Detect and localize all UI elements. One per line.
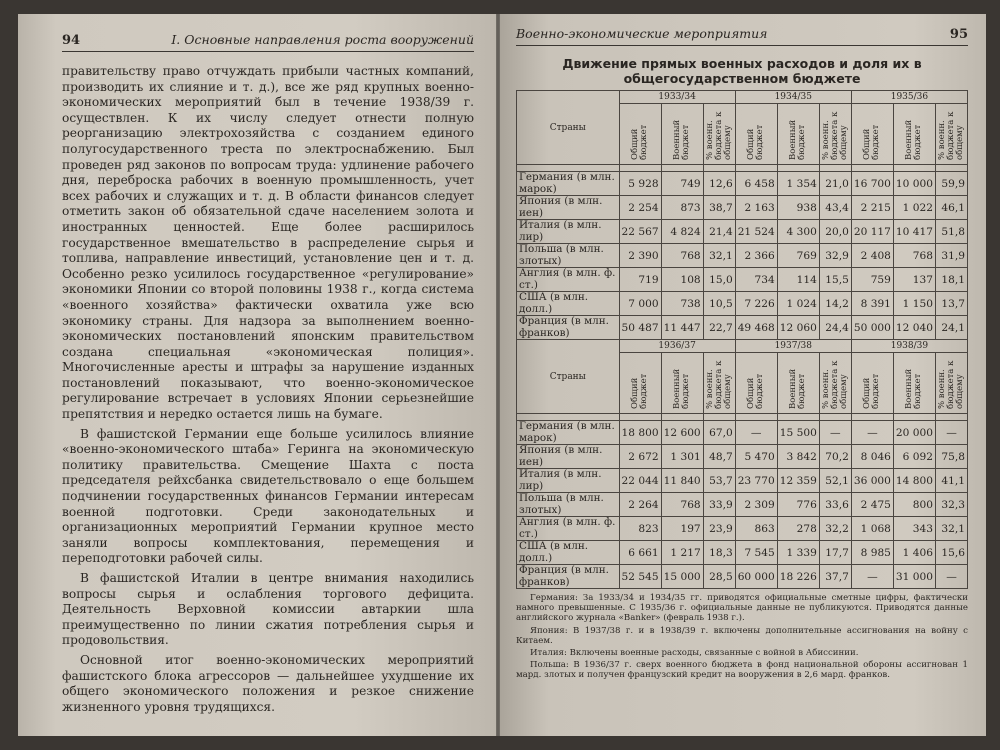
value-cell: — — [735, 421, 777, 445]
value-cell: 800 — [893, 493, 935, 517]
column-header-label: % военн. бюджета к общему — [820, 111, 849, 160]
value-cell: 197 — [661, 517, 703, 541]
value-cell: 31 000 — [893, 565, 935, 589]
value-cell: — — [851, 421, 893, 445]
value-cell: 2 309 — [735, 493, 777, 517]
table-row — [517, 565, 968, 589]
column-header-label: % военн. бюджета к общему — [937, 360, 965, 409]
value-cell: 12 600 — [661, 421, 703, 445]
value-cell: 14 800 — [893, 469, 935, 493]
value-cell: 2 163 — [735, 196, 777, 220]
value-cell: 2 390 — [619, 244, 661, 268]
value-cell: 32,1 — [703, 244, 735, 268]
column-header-label: Общий бюджет — [630, 124, 650, 160]
value-cell: 20 000 — [893, 421, 935, 445]
value-cell: 10,5 — [703, 292, 735, 316]
table-row — [517, 316, 968, 340]
value-cell: 10 417 — [893, 220, 935, 244]
value-cell: 11 447 — [661, 316, 703, 340]
value-cell: 1 406 — [893, 541, 935, 565]
value-cell: 11 840 — [661, 469, 703, 493]
country-cell: Япония (в млн. иен) — [517, 445, 620, 469]
column-header-label: Общий бюджет — [746, 124, 766, 160]
country-header: Страны — [517, 91, 620, 165]
column-header — [619, 353, 661, 414]
value-cell: 137 — [893, 268, 935, 292]
column-header-label: Военный бюджет — [672, 368, 692, 409]
value-cell: 1 339 — [777, 541, 819, 565]
value-cell: 7 545 — [735, 541, 777, 565]
value-cell: 2 366 — [735, 244, 777, 268]
value-cell: 21 524 — [735, 220, 777, 244]
value-cell: 67,0 — [703, 421, 735, 445]
country-cell: Франция (в млн. франков) — [517, 316, 620, 340]
value-cell: 32,9 — [819, 244, 851, 268]
table-row — [517, 268, 968, 292]
note-italy: Италия: Включены военные расходы, связанные с войной в Абиссинии. — [530, 648, 859, 659]
column-header — [893, 104, 935, 165]
value-cell: 18,3 — [703, 541, 735, 565]
value-cell: — — [851, 565, 893, 589]
value-cell: 6 458 — [735, 172, 777, 196]
value-cell: 23 770 — [735, 469, 777, 493]
note-germany: Германия: За 1933/34 и 1934/35 гг. приводятся официальные сметные цифры, фактически намного превышенные. С 1935/36 г. официальные данные не публикуются. Приводятся данные английского журнала «Banker» (февраль 1938 г.). — [516, 593, 968, 624]
table-row — [517, 517, 968, 541]
value-cell: 49 468 — [735, 316, 777, 340]
value-cell: 719 — [619, 268, 661, 292]
value-cell: 32,1 — [936, 517, 968, 541]
column-header-label: Общий бюджет — [862, 373, 882, 409]
value-cell: 938 — [777, 196, 819, 220]
right-page — [500, 14, 986, 736]
column-header — [703, 353, 735, 414]
value-cell: 2 264 — [619, 493, 661, 517]
value-cell: 1 354 — [777, 172, 819, 196]
column-header — [777, 104, 819, 165]
column-header — [893, 353, 935, 414]
table-notes — [516, 593, 968, 681]
left-running-head-title: I. Основные направления роста вооружений — [171, 32, 474, 47]
value-cell: 8 985 — [851, 541, 893, 565]
value-cell: 5 928 — [619, 172, 661, 196]
value-cell: 18,1 — [936, 268, 968, 292]
value-cell: 1 022 — [893, 196, 935, 220]
spacer-cell — [619, 165, 661, 172]
value-cell: 59,9 — [936, 172, 968, 196]
value-cell: 8 391 — [851, 292, 893, 316]
year-header: 1935/36 — [851, 91, 967, 104]
value-cell: 768 — [661, 244, 703, 268]
value-cell: — — [936, 565, 968, 589]
table-row — [517, 469, 968, 493]
column-header — [661, 104, 703, 165]
spacer-cell — [893, 414, 935, 421]
country-cell: Англия (в млн. ф. ст.) — [517, 268, 620, 292]
year-header-row — [517, 91, 968, 104]
column-header — [936, 104, 968, 165]
left-running-head — [62, 32, 474, 52]
value-cell: 46,1 — [936, 196, 968, 220]
value-cell: 7 000 — [619, 292, 661, 316]
column-header-label: % военн. бюджета к общему — [704, 111, 733, 160]
spacer-cell — [777, 414, 819, 421]
column-header — [851, 353, 893, 414]
column-header — [777, 353, 819, 414]
value-cell: 43,4 — [819, 196, 851, 220]
value-cell: 2 475 — [851, 493, 893, 517]
value-cell: 12 060 — [777, 316, 819, 340]
value-cell: 22 567 — [619, 220, 661, 244]
spacer-cell — [819, 414, 851, 421]
value-cell: 1 150 — [893, 292, 935, 316]
table-row — [517, 421, 968, 445]
value-cell: 28,5 — [703, 565, 735, 589]
table-title: Движение прямых военных расходов и доля их в общегосударственном бюджете — [562, 56, 922, 86]
column-header — [819, 353, 851, 414]
value-cell: 51,8 — [936, 220, 968, 244]
paragraph: В фашистской Италии в центре внимания находились вопросы сырья и ослабления торгового дефицита. Деятельность Верховной комиссии автаркии шла преимущественно по линии сжатия потребления сырья и продовольствия. — [62, 571, 474, 648]
value-cell: 75,8 — [936, 445, 968, 469]
year-header: 1934/35 — [735, 91, 851, 104]
spacer-cell — [851, 414, 893, 421]
column-header-label: % военн. бюджета к общему — [820, 360, 849, 409]
value-cell: 738 — [661, 292, 703, 316]
spacer-cell — [735, 165, 777, 172]
column-header-label: Общий бюджет — [746, 373, 766, 409]
paragraph: Основной итог военно-экономических мероприятий фашистского блока агрессоров — дальнейшее ухудшение их общего экономического положения и резкое снижение жизненного уровня трудящихся. — [62, 652, 474, 714]
value-cell: — — [936, 421, 968, 445]
value-cell: 1 301 — [661, 445, 703, 469]
note-japan: Япония: В 1937/38 г. и в 1938/39 г. включены дополнительные ассигнования на войну с Китаем. — [516, 625, 968, 646]
value-cell: 24,1 — [936, 316, 968, 340]
value-cell: 5 470 — [735, 445, 777, 469]
spacer-cell — [661, 165, 703, 172]
value-cell: 114 — [777, 268, 819, 292]
value-cell: 52 545 — [619, 565, 661, 589]
column-header-label: % военн. бюджета к общему — [937, 111, 965, 160]
table-row — [517, 220, 968, 244]
country-cell: Польша (в млн. злотых) — [517, 244, 620, 268]
value-cell: 108 — [661, 268, 703, 292]
column-header — [703, 104, 735, 165]
value-cell: — — [819, 421, 851, 445]
value-cell: 2 215 — [851, 196, 893, 220]
column-header-label: Военный бюджет — [672, 119, 692, 160]
table-row — [517, 292, 968, 316]
table-row — [517, 493, 968, 517]
table-row — [517, 445, 968, 469]
value-cell: 14,2 — [819, 292, 851, 316]
value-cell: 32,2 — [819, 517, 851, 541]
value-cell: 21,0 — [819, 172, 851, 196]
spacer-cell — [619, 414, 661, 421]
value-cell: 12 359 — [777, 469, 819, 493]
value-cell: 759 — [851, 268, 893, 292]
value-cell: 33,9 — [703, 493, 735, 517]
spacer-cell — [851, 165, 893, 172]
value-cell: 6 661 — [619, 541, 661, 565]
value-cell: 15 000 — [661, 565, 703, 589]
spacer-cell — [735, 414, 777, 421]
value-cell: 22,7 — [703, 316, 735, 340]
spacer-cell — [777, 165, 819, 172]
value-cell: 1 217 — [661, 541, 703, 565]
value-cell: 32,3 — [936, 493, 968, 517]
value-cell: 12,6 — [703, 172, 735, 196]
spacer-cell — [936, 165, 968, 172]
value-cell: 23,9 — [703, 517, 735, 541]
country-cell: Франция (в млн. франков) — [517, 565, 620, 589]
value-cell: 13,7 — [936, 292, 968, 316]
value-cell: 776 — [777, 493, 819, 517]
value-cell: 2 254 — [619, 196, 661, 220]
value-cell: 53,7 — [703, 469, 735, 493]
value-cell: 278 — [777, 517, 819, 541]
spacer-cell — [819, 165, 851, 172]
value-cell: 48,7 — [703, 445, 735, 469]
table-row — [517, 196, 968, 220]
column-header — [735, 104, 777, 165]
column-header-label: Военный бюджет — [904, 119, 924, 160]
column-header — [851, 104, 893, 165]
year-header: 1938/39 — [851, 340, 967, 353]
country-cell: Германия (в млн. марок) — [517, 172, 620, 196]
value-cell: 3 842 — [777, 445, 819, 469]
value-cell: 21,4 — [703, 220, 735, 244]
column-header — [735, 353, 777, 414]
value-cell: 41,1 — [936, 469, 968, 493]
left-page-number: 94 — [62, 33, 81, 48]
spacer-cell — [661, 414, 703, 421]
paragraph: В фашистской Германии еще больше усилилось влияние «военно-экономического штаба» Геринга на экономическую политику правительства. Смещение Шахта с поста председателя рейхсбанка свидетельствовало о еще большем подчинении государственных финансов Германии интересам военной подготовки. Среди законодательных и организационных мероприятий Германии крупное место заняли вопросы комплектования, перемещения и переподготовки рабочей силы. — [62, 426, 474, 566]
value-cell: 768 — [893, 244, 935, 268]
year-header: 1937/38 — [735, 340, 851, 353]
value-cell: 18 800 — [619, 421, 661, 445]
value-cell: 6 092 — [893, 445, 935, 469]
column-header-label: Общий бюджет — [630, 373, 650, 409]
value-cell: 2 408 — [851, 244, 893, 268]
value-cell: 15,6 — [936, 541, 968, 565]
value-cell: 863 — [735, 517, 777, 541]
value-cell: 20,0 — [819, 220, 851, 244]
year-header: 1933/34 — [619, 91, 735, 104]
column-header-label: Военный бюджет — [904, 368, 924, 409]
column-header — [819, 104, 851, 165]
country-header: Страны — [517, 340, 620, 414]
column-header-label: % военн. бюджета к общему — [704, 360, 733, 409]
value-cell: 7 226 — [735, 292, 777, 316]
value-cell: 10 000 — [893, 172, 935, 196]
value-cell: 8 046 — [851, 445, 893, 469]
value-cell: 15,0 — [703, 268, 735, 292]
value-cell: 50 000 — [851, 316, 893, 340]
country-cell: Италия (в млн. лир) — [517, 220, 620, 244]
year-header: 1936/37 — [619, 340, 735, 353]
value-cell: 2 672 — [619, 445, 661, 469]
value-cell: 37,7 — [819, 565, 851, 589]
column-header — [619, 104, 661, 165]
column-header-label: Общий бюджет — [862, 124, 882, 160]
value-cell: 4 300 — [777, 220, 819, 244]
column-header — [661, 353, 703, 414]
value-cell: 70,2 — [819, 445, 851, 469]
country-cell: США (в млн. долл.) — [517, 541, 620, 565]
spacer-cell — [936, 414, 968, 421]
value-cell: 343 — [893, 517, 935, 541]
value-cell: 17,7 — [819, 541, 851, 565]
value-cell: 60 000 — [735, 565, 777, 589]
value-cell: 36 000 — [851, 469, 893, 493]
column-header — [936, 353, 968, 414]
left-body-text — [62, 64, 474, 715]
value-cell: 52,1 — [819, 469, 851, 493]
column-header-label: Военный бюджет — [788, 119, 808, 160]
value-cell: 749 — [661, 172, 703, 196]
value-cell: 873 — [661, 196, 703, 220]
left-page — [18, 14, 496, 736]
value-cell: 823 — [619, 517, 661, 541]
country-cell: Япония (в млн. иен) — [517, 196, 620, 220]
value-cell: 4 824 — [661, 220, 703, 244]
note-poland: Польша: В 1936/37 г. сверх военного бюджета в фонд национальной обороны ассигнован 1 мард. злотых и получен французский кредит на вооружения в 2,6 мард. франков. — [516, 660, 968, 681]
column-header-label: Военный бюджет — [788, 368, 808, 409]
value-cell: 50 487 — [619, 316, 661, 340]
spacer-cell — [703, 414, 735, 421]
value-cell: 734 — [735, 268, 777, 292]
value-cell: 38,7 — [703, 196, 735, 220]
value-cell: 769 — [777, 244, 819, 268]
spacer-cell — [703, 165, 735, 172]
table-row — [517, 541, 968, 565]
value-cell: 16 700 — [851, 172, 893, 196]
right-page-number: 95 — [949, 27, 968, 42]
country-cell: США (в млн. долл.) — [517, 292, 620, 316]
country-cell: Германия (в млн. марок) — [517, 421, 620, 445]
value-cell: 12 040 — [893, 316, 935, 340]
value-cell: 1 024 — [777, 292, 819, 316]
value-cell: 24,4 — [819, 316, 851, 340]
year-header-row — [517, 340, 968, 353]
value-cell: 768 — [661, 493, 703, 517]
value-cell: 33,6 — [819, 493, 851, 517]
table-row — [517, 244, 968, 268]
right-running-head-title: Военно-экономические мероприятия — [516, 26, 768, 41]
value-cell: 15 500 — [777, 421, 819, 445]
value-cell: 1 068 — [851, 517, 893, 541]
military-budget-table — [516, 90, 968, 589]
value-cell: 31,9 — [936, 244, 968, 268]
value-cell: 22 044 — [619, 469, 661, 493]
country-cell: Англия (в млн. ф. ст.) — [517, 517, 620, 541]
value-cell: 18 226 — [777, 565, 819, 589]
spacer-cell — [893, 165, 935, 172]
table-row — [517, 172, 968, 196]
value-cell: 15,5 — [819, 268, 851, 292]
paragraph: правительству право отчуждать прибыли частных компаний, производить их слияние и т. д.), все же ряд крупных военно-экономических мероприятий был в течение 1938/39 г. осуществлен. К их числу следует отнести полную реорганизацию электрохозяйства с созданием единого полугосударственного треста по электроснабжению. Был проведен ряд законов по вопросам труда: удлинение рабочего дня, переброска рабочих в военную промышленность, учет всех рабочих и служащих и т. д. В области финансов следует отметить закон об обязательной сдаче населением золота и иностранных ценностей. Еще более расширилось государственное вмешательство в распределение сырья и топлива, направление инвестиций, установление цен и т. д. Особенно резко усилилось государственное «регулирование» экономики Японии со второй половины 1938 г., когда система «военного хозяйства» фактически охватила уже всю экономику страны. Для надзора за выполнением военно-экономических постановлений японским правительством создана специальная «экономическая полиция». Многочисленные аресты и штрафы за нарушение изданных постановлений показывают, что военно-экономическое регулирование встречает в условиях Японии серьезнейшие препятствия и нередко остается лишь на бумаге. — [62, 64, 474, 422]
value-cell: 20 117 — [851, 220, 893, 244]
country-cell: Польша (в млн. злотых) — [517, 493, 620, 517]
right-running-head — [516, 26, 968, 46]
country-cell: Италия (в млн. лир) — [517, 469, 620, 493]
